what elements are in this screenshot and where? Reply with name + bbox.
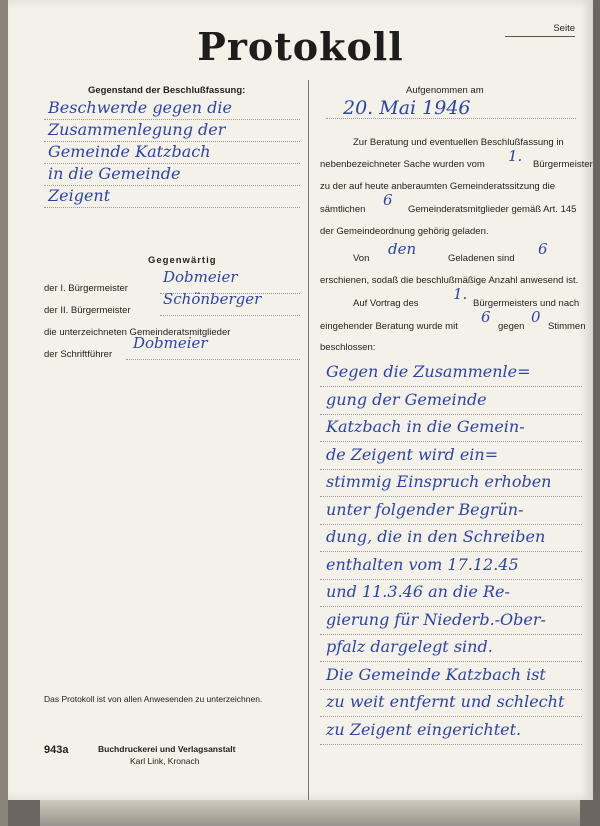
para1-member-count: 6 [383,191,393,209]
printer-line-1: Buchdruckerei und Verlagsanstalt [98,744,236,754]
resolution-line: zu Zeigent eingerichtet. [326,719,522,739]
para2-line2: erschienen, sodaß die beschlußmäßige Anzahl anwesend ist. [320,275,579,286]
resolution-rule [320,716,582,717]
para3-mayor-number: 1. [453,285,468,303]
book-binding [0,0,8,826]
para3-line2b: gegen [498,321,525,332]
resolution-line: dung, die in den Schreiben [326,527,546,546]
council-members-label: die unterzeichneten Gemeinderatsmitglieder [44,327,231,338]
resolution-rule [320,661,582,662]
votes-for: 6 [481,308,491,326]
resolution-line: de Zeigent wird ein= [326,444,499,464]
resolution-rule [320,744,582,745]
page-title: Protokoll [197,24,404,69]
signature-note: Das Protokoll ist von allen Anwesenden zu unterzeichnen. [44,694,263,704]
subject-rule [44,207,300,208]
resolution-rule [320,689,582,690]
para3-line3: beschlossen: [320,342,376,353]
second-mayor-line [160,315,300,316]
resolution-line: Die Gemeinde Katzbach ist [326,664,546,684]
secretary-value: Dobmeier [133,334,208,352]
column-divider [308,80,309,800]
page-number-label: Seite [553,23,575,34]
secretary-label: der Schriftführer [44,349,113,360]
page-number-line [505,36,575,37]
resolution-rule [320,441,582,442]
protocol-page [8,0,593,800]
first-mayor-label: der I. Bürgermeister [44,283,128,294]
printer-line-2: Karl Link, Kronach [130,756,200,766]
votes-against: 0 [531,308,541,326]
present-heading: Gegenwärtig [148,255,217,266]
para3-line2a: eingehender Beratung wurde mit [320,321,458,332]
para1-line3: zu der auf heute anberaumten Gemeinderatssitzung die [320,181,556,192]
para1-line4b: Gemeinderatsmitglieder gemäß Art. 145 [408,204,577,215]
second-mayor-value: Schönberger [163,290,262,308]
date-line [326,118,576,119]
resolution-line: unter folgender Begrün- [326,499,524,519]
resolution-rule [320,496,582,497]
secretary-line [126,359,300,360]
recorded-label: Aufgenommen am [406,85,484,96]
resolution-line: zu weit entfernt und schlecht [326,692,565,711]
subject-line: in die Gemeinde [48,164,181,183]
recorded-date: 20. Mai 1946 [343,97,471,119]
para1-line1: Zur Beratung und eventuellen Beschlußfassung in [353,137,564,148]
form-number: 943a [44,744,69,756]
subject-line: Zusammenlegung der [48,120,226,139]
resolution-line: pfalz dargelegt sind. [326,637,493,656]
resolution-rule [320,551,582,552]
subject-line: Beschwerde gegen die [48,98,232,117]
para1-line2b: Bürgermeister [533,159,593,170]
resolution-line: und 11.3.46 an die Re- [326,582,510,601]
para3-line2c: Stimmen [548,321,586,332]
para2-a: Von [353,253,370,264]
resolution-line: gung der Gemeinde [326,389,487,409]
second-mayor-label: der II. Bürgermeister [44,305,131,316]
subject-line: Zeigent [48,186,111,205]
resolution-rule [320,524,582,525]
resolution-rule [320,469,582,470]
para1-line2a: nebenbezeichneter Sache wurden vom [320,159,485,170]
para2-value-1: den [388,240,417,258]
page-stack-edge [40,800,580,826]
resolution-line: gierung für Niederb.-Ober- [326,609,546,629]
resolution-rule [320,634,582,635]
subject-heading: Gegenstand der Beschlußfassung: [88,85,246,96]
resolution-line: stimmig Einspruch erhoben [326,472,552,491]
resolution-line: enthalten vom 17.12.45 [326,554,519,574]
resolution-rule [320,606,582,607]
resolution-rule [320,386,582,387]
resolution-line: Katzbach in die Gemein- [326,417,525,436]
subject-line: Gemeinde Katzbach [48,142,211,161]
para2-value-2: 6 [538,240,548,258]
para3-b: Bürgermeisters und nach [473,298,580,309]
resolution-line: Gegen die Zusammenle= [326,362,531,381]
para2-b: Geladenen sind [448,253,515,264]
first-mayor-value: Dobmeier [163,268,238,286]
para3-a: Auf Vortrag des [353,298,419,309]
para1-line5: der Gemeindeordnung gehörig geladen. [320,226,489,237]
para1-mayor-number: 1. [508,147,523,165]
resolution-rule [320,579,582,580]
para1-line4a: sämtlichen [320,204,366,215]
resolution-rule [320,414,582,415]
